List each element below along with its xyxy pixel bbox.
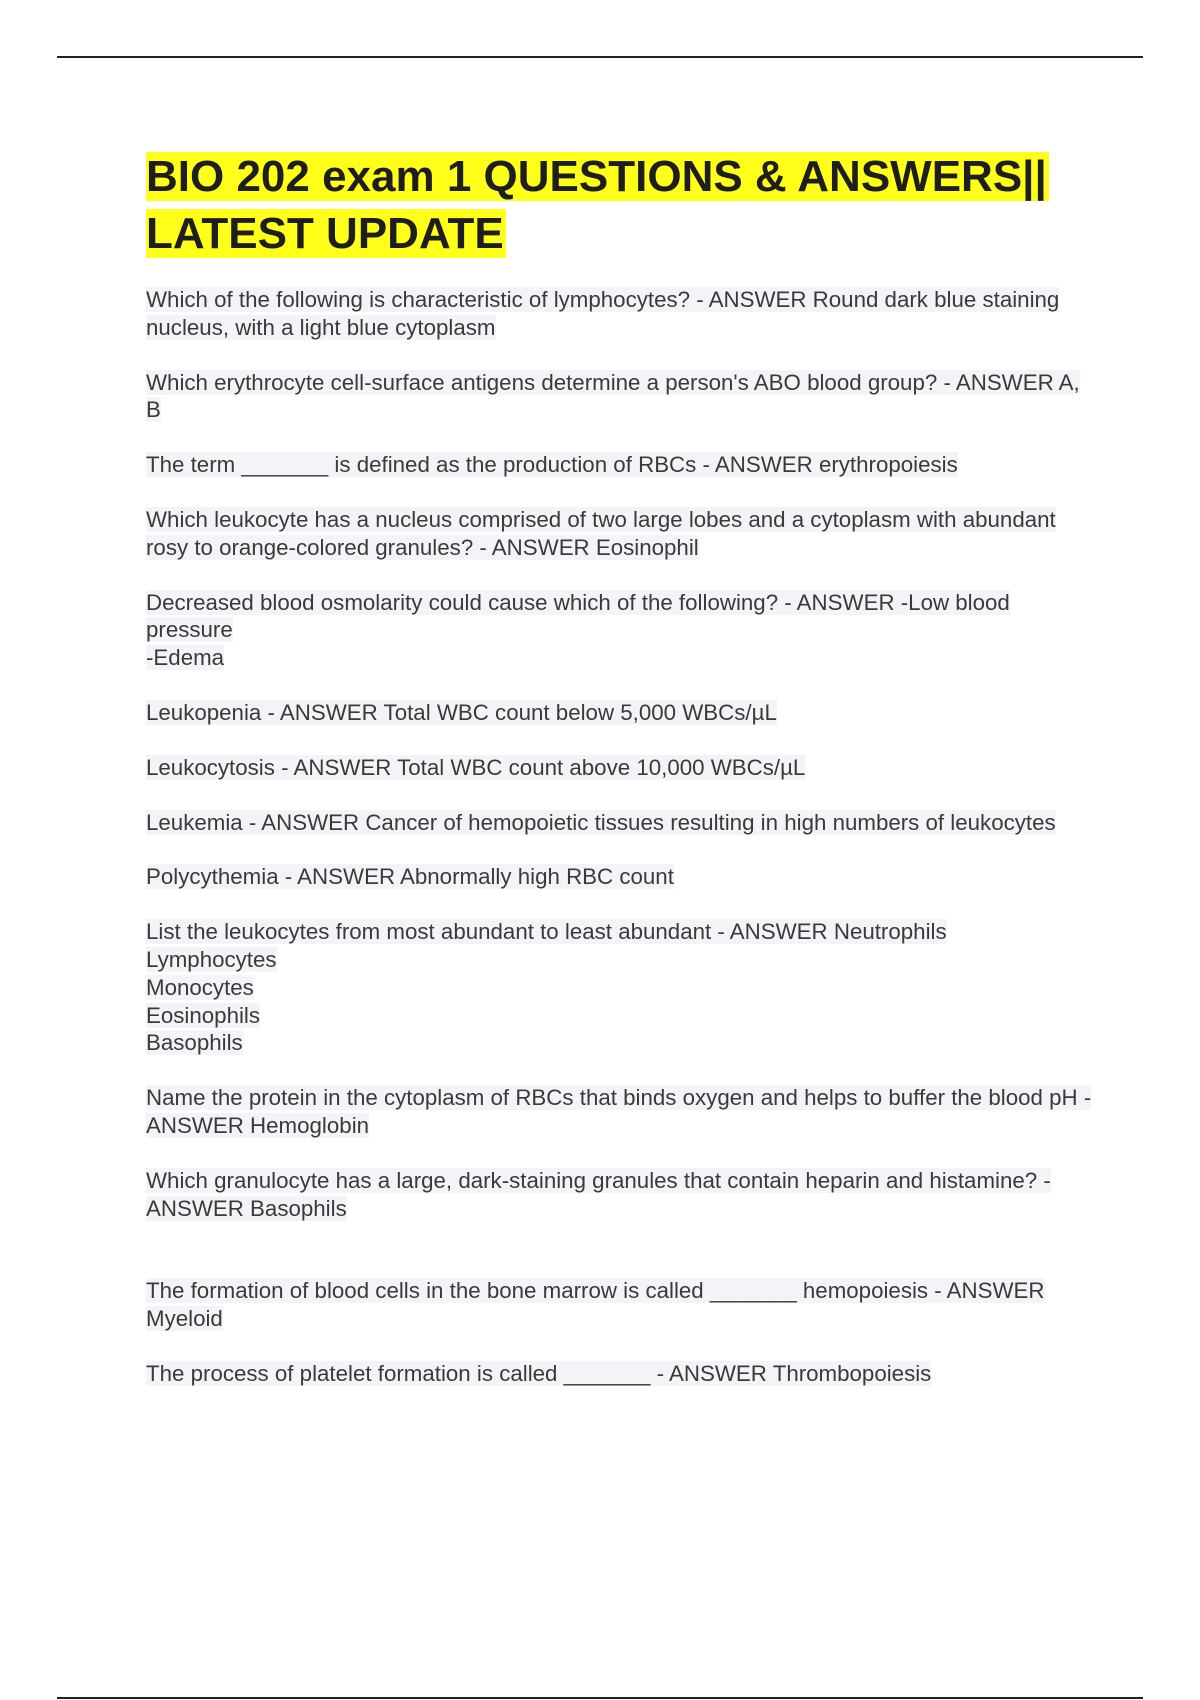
qa-item: Polycythemia - ANSWER Abnormally high RBC count [146, 864, 674, 890]
qa-item: The formation of blood cells in the bone marrow is called _______ hemopoiesis - ANSWER Myeloid [146, 1278, 1045, 1332]
top-divider [57, 56, 1143, 58]
qa-item: Which of the following is characteristic of lymphocytes? - ANSWER Round dark blue staining nucleus, with a light blue cytoplasm [146, 287, 1060, 340]
qa-item: Leukocytosis - ANSWER Total WBC count above 10,000 WBCs/µL [146, 754, 806, 780]
qa-item: Leukemia - ANSWER Cancer of hemopoietic tissues resulting in high numbers of leukocytes [146, 809, 1056, 835]
qa-item: Leukopenia - ANSWER Total WBC count below 5,000 WBCs/µL [146, 699, 777, 725]
qa-item: Name the protein in the cytoplasm of RBCs that binds oxygen and helps to buffer the blood pH - ANSWER Hemoglobin [146, 1085, 1092, 1138]
document-title [146, 148, 1096, 262]
qa-item: Decreased blood osmolarity could cause which of the following? - ANSWER -Low blood pressure -Edema [146, 589, 1010, 671]
bottom-divider [57, 1697, 1143, 1699]
qa-item: Which leukocyte has a nucleus comprised of two large lobes and a cytoplasm with abundant rosy to orange-colored granules? - ANSWER Eosinophil [146, 506, 1056, 560]
qa-item: Which erythrocyte cell-surface antigens determine a person's ABO blood group? - ANSWER A, B [146, 369, 1080, 423]
qa-item: Which granulocyte has a large, dark-staining granules that contain heparin and histamine? - ANSWER Basophils [146, 1167, 1051, 1221]
qa-item: The term _______ is defined as the production of RBCs - ANSWER erythropoiesis [146, 452, 958, 478]
title-highlight: BIO 202 exam 1 QUESTIONS & ANSWERS|| LATEST UPDATE [146, 152, 1047, 258]
document-body [146, 148, 1096, 1415]
qa-item: The process of platelet formation is called _______ - ANSWER Thrombopoiesis [146, 1360, 932, 1386]
qa-item: List the leukocytes from most abundant to least abundant - ANSWER Neutrophils Lymphocytes Monocytes Eosinophils Basophils [146, 919, 947, 1056]
